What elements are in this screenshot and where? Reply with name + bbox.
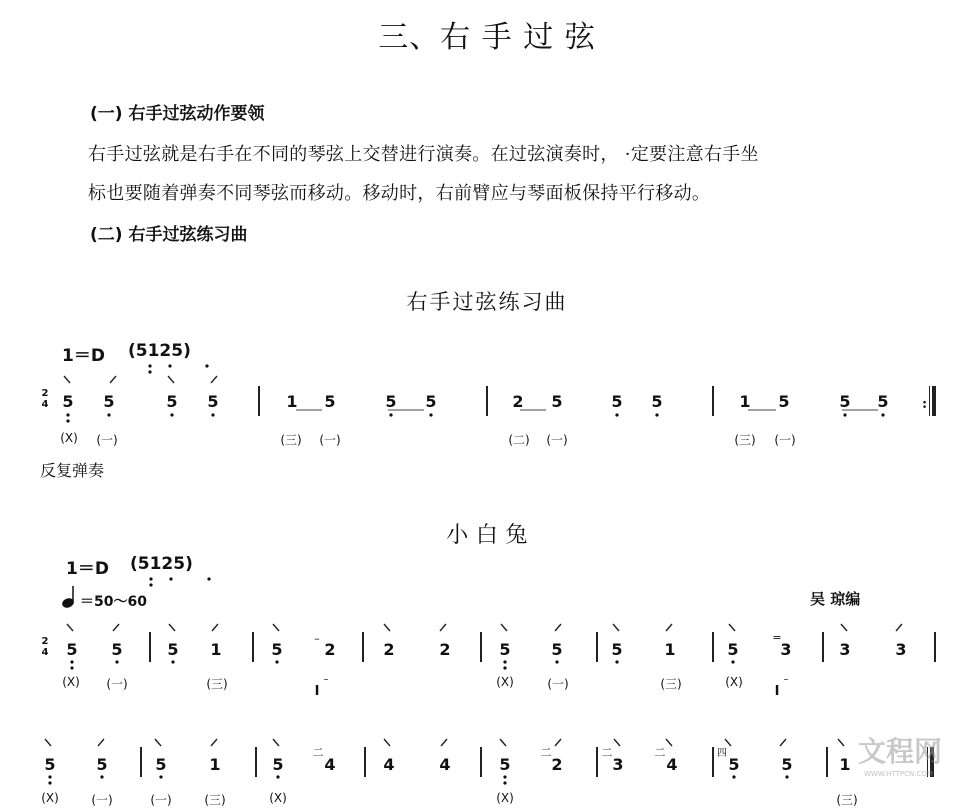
note: 5 <box>778 392 790 411</box>
fingering-mark: – <box>314 632 320 645</box>
fingering: (X) <box>60 431 78 445</box>
note: 1 <box>739 392 751 411</box>
paragraph-line-2: 标也要随着弹奏不同琴弦而移动。移动时，右前臂应与琴面板保持平行移动。 <box>88 183 711 204</box>
fingering: (X) <box>725 675 743 689</box>
note: 4 <box>666 755 678 774</box>
piece-key-signature: 1＝D <box>66 559 109 579</box>
note: 5 <box>611 640 623 659</box>
fingering: (一) <box>96 433 118 447</box>
piece-time-signature: 2 4 <box>41 636 49 658</box>
bar-line <box>822 632 824 662</box>
note: 2 <box>551 755 563 774</box>
fingering: (一) <box>546 433 568 447</box>
bar-line <box>252 632 254 662</box>
paragraph-line-1: 右手过弦就是右手在不同的琴弦上交替进行演奏。在过弦演奏时， ·定要注意右手坐 <box>88 144 759 165</box>
note: 3 <box>780 640 792 659</box>
fingering: (一) <box>106 677 128 691</box>
note: 5 <box>728 755 740 774</box>
bar-line <box>364 747 366 777</box>
note: 5 <box>111 640 123 659</box>
bar-line <box>140 747 142 777</box>
note: 5 <box>324 392 336 411</box>
tempo-marking: ＝50～60 <box>80 594 147 610</box>
bar-line <box>255 747 257 777</box>
piece-tuning-intro: (5125) <box>130 554 193 574</box>
note: 1 <box>209 755 221 774</box>
note: 4 <box>324 755 336 774</box>
fingering-mark: – <box>783 674 789 685</box>
note: 5 <box>499 640 511 659</box>
note: 5 <box>499 755 511 774</box>
fingering: (X) <box>496 791 514 805</box>
bar-line <box>362 632 364 662</box>
fingering: (一) <box>91 793 113 807</box>
roman-mark: I <box>314 684 320 699</box>
bar-line <box>934 632 936 662</box>
note: 5 <box>651 392 663 411</box>
fingering: (三) <box>204 793 226 807</box>
note: 4 <box>383 755 395 774</box>
bar-line <box>712 747 714 777</box>
note: 4 <box>439 755 451 774</box>
bar-line <box>596 632 598 662</box>
fingering: (三) <box>836 793 858 807</box>
subsection-heading-etude: (二) 右手过弦练习曲 <box>90 225 248 245</box>
note: 5 <box>551 392 563 411</box>
fingering: (三) <box>660 677 682 691</box>
string-mark: 二 <box>312 746 324 759</box>
note: 5 <box>839 392 851 411</box>
bar-line <box>480 747 482 777</box>
fingering: (一) <box>774 433 796 447</box>
note: 3 <box>839 640 851 659</box>
fingering: (三) <box>206 677 228 691</box>
bar-line <box>596 747 598 777</box>
bar-line <box>712 632 714 662</box>
note: 5 <box>271 640 283 659</box>
note: 5 <box>727 640 739 659</box>
note: 5 <box>425 392 437 411</box>
etude-key-signature: 1＝D <box>62 346 105 366</box>
note: 3 <box>895 640 907 659</box>
note: 5 <box>66 640 78 659</box>
string-mark: 四 <box>717 748 727 759</box>
fingering: (X) <box>41 791 59 805</box>
fingering-mark: – <box>323 674 329 685</box>
repeat-instruction: 反复弹奏 <box>40 461 105 480</box>
etude-time-signature: 2 4 <box>41 388 49 410</box>
subsection-heading-technique: (一) 右手过弦动作要领 <box>90 104 265 124</box>
fingering: (一) <box>150 793 172 807</box>
fingering: (三) <box>734 433 756 447</box>
note: 5 <box>877 392 889 411</box>
fingering-mark: = <box>772 631 782 644</box>
repeat-dots: : <box>922 396 928 412</box>
etude-title: 右手过弦练习曲 <box>406 290 568 314</box>
note: 2 <box>512 392 524 411</box>
piece-title: 小 白 兔 <box>446 523 528 548</box>
note: 5 <box>103 392 115 411</box>
note: 2 <box>383 640 395 659</box>
note: 5 <box>155 755 167 774</box>
note: 5 <box>96 755 108 774</box>
note: 5 <box>166 392 178 411</box>
note: 5 <box>44 755 56 774</box>
note: 5 <box>272 755 284 774</box>
note: 2 <box>439 640 451 659</box>
fingering: (二) <box>508 433 530 447</box>
note: 5 <box>611 392 623 411</box>
note: 3 <box>612 755 624 774</box>
note: 5 <box>781 755 793 774</box>
section-title: 三、右 手 过 弦 <box>378 20 596 55</box>
note: 1 <box>210 640 222 659</box>
bar-line <box>826 747 828 777</box>
fingering: (一) <box>547 677 569 691</box>
note: 1 <box>286 392 298 411</box>
note: 1 <box>839 755 851 774</box>
fingering: (一) <box>319 433 341 447</box>
string-mark: 二 <box>654 746 666 759</box>
watermark-logo: 文程网 <box>858 735 943 768</box>
roman-mark: I <box>774 684 780 699</box>
note: 5 <box>167 640 179 659</box>
watermark-url: WWW.HTTPCN.COM <box>864 770 933 778</box>
string-mark: 二 <box>540 746 552 759</box>
note: 2 <box>324 640 336 659</box>
fingering: (X) <box>269 791 287 805</box>
note: 5 <box>551 640 563 659</box>
fingering: (三) <box>280 433 302 447</box>
fingering: (X) <box>62 675 80 689</box>
note: 5 <box>62 392 74 411</box>
bar-line <box>480 632 482 662</box>
etude-tuning-intro: (5125) <box>128 341 191 361</box>
string-mark: 二 <box>601 746 613 759</box>
note: 5 <box>207 392 219 411</box>
fingering: (X) <box>496 675 514 689</box>
arranger-credit: 吴 琼编 <box>810 590 861 608</box>
note: 5 <box>385 392 397 411</box>
bar-line <box>149 632 151 662</box>
note: 1 <box>664 640 676 659</box>
